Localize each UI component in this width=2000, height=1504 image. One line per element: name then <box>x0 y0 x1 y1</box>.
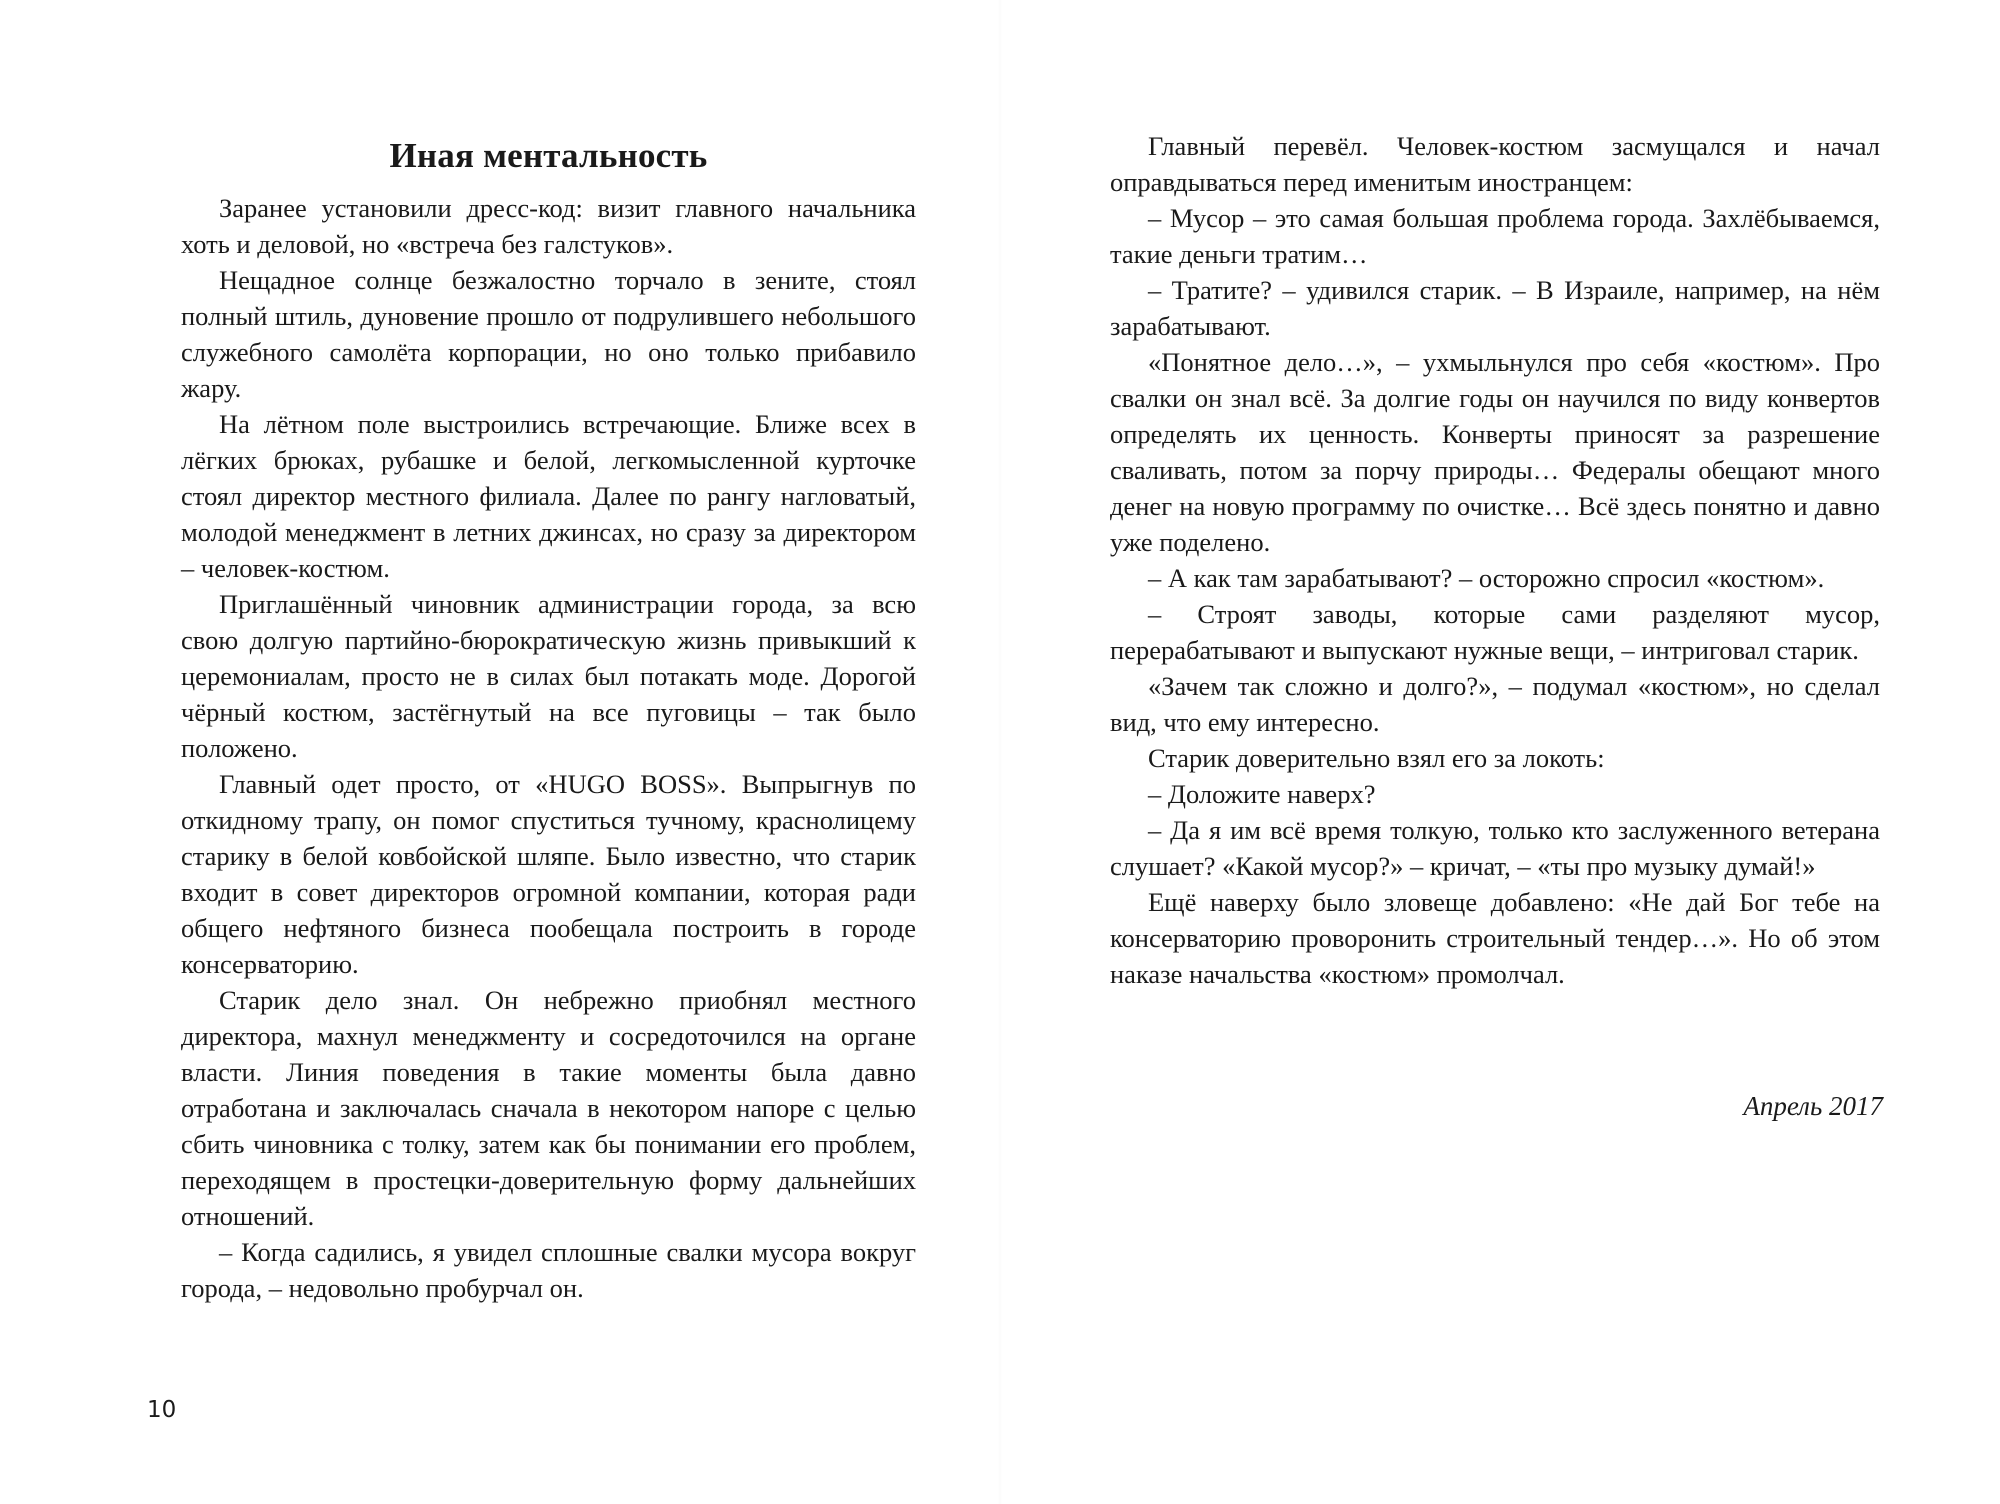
paragraph: – Строят заводы, которые сами разделяют мусор, перерабатывают и выпускают нужные вещи, – интриговал старик. <box>1110 599 1880 665</box>
story-title: Иная ментальность <box>389 136 708 175</box>
paragraph: – Да я им всё время толкую, только кто заслуженного ветерана слушает? «Какой мусор?» – кричат, – «ты про музыку думай!» <box>1110 815 1880 881</box>
paragraph: Приглашённый чиновник администрации города, за всю свою долгую партийно-бюрократическую жизнь привыкший к церемониалам, просто не в силах был потакать моде. Дорогой чёрный костюм, застёгнутый на все пуговицы – так было положено. <box>181 589 916 763</box>
right-page-text <box>1110 128 1880 992</box>
paragraph: – Тратите? – удивился старик. – В Израиле, например, на нём зарабатывают. <box>1110 275 1880 341</box>
date-signature: Апрель 2017 <box>1743 1091 1883 1121</box>
left-page-text <box>181 190 916 1306</box>
paragraph: – А как там зарабатывают? – осторожно спросил «костюм». <box>1148 563 1825 593</box>
paragraph: – Мусор – это самая большая проблема города. Захлёбываемся, такие деньги тратим… <box>1110 203 1880 269</box>
paragraph: Нещадное солнце безжалостно торчало в зените, стоял полный штиль, дуновение прошло от подрулившего небольшого служебного самолёта корпорации, но оно только прибавило жару. <box>181 265 916 403</box>
page-number: 10 <box>147 1397 177 1423</box>
paragraph: Старик дело знал. Он небрежно приобнял местного директора, махнул менеджменту и сосредоточился на органе власти. Линия поведения в такие моменты была давно отработана и заключалась сначала в некотором напоре с целью сбить чиновника с толку, затем как бы понимании его проблем, переходящем в простецки-доверительную форму дальнейших отношений. <box>181 985 916 1231</box>
paragraph: На лётном поле выстроились встречающие. Ближе всех в лёгких брюках, рубашке и белой, легкомысленной курточке стоял директор местного филиала. Далее по рангу нагловатый, молодой менеджмент в летних джинсах, но сразу за директором – человек-костюм. <box>181 409 916 583</box>
paragraph: Старик доверительно взял его за локоть: <box>1148 743 1605 773</box>
paragraph: – Когда садились, я увидел сплошные свалки мусора вокруг города, – недовольно пробурчал он. <box>181 1237 916 1303</box>
paragraph: – Доложите наверх? <box>1148 779 1376 809</box>
paragraph: Заранее установили дресс-код: визит главного начальника хоть и деловой, но «встреча без галстуков». <box>181 193 916 259</box>
paragraph: Ещё наверху было зловеще добавлено: «Не дай Бог тебе на консерваторию проворонить строительный тендер…». Но об этом наказе начальства «костюм» промолчал. <box>1110 887 1880 989</box>
paragraph: Главный перевёл. Человек-костюм засмущался и начал оправдываться перед именитым иностранцем: <box>1110 131 1880 197</box>
paragraph: «Понятное дело…», – ухмыльнулся про себя «костюм». Про свалки он знал всё. За долгие годы он научился по виду конвертов определять их ценность. Конверты приносят за разрешение сваливать, потом за порчу природы… Федералы обещают много денег на новую программу по очистке… Всё здесь понятно и давно уже поделено. <box>1110 347 1880 557</box>
paragraph: Главный одет просто, от «HUGO BOSS». Выпрыгнув по откидному трапу, он помог спуститься тучному, краснолицему старику в белой ковбойской шляпе. Было известно, что старик входит в совет директоров огромной компании, которая ради общего нефтяного бизнеса пообещала построить в городе консерваторию. <box>181 769 916 979</box>
paragraph: «Зачем так сложно и долго?», – подумал «костюм», но сделал вид, что ему интересно. <box>1110 671 1880 737</box>
